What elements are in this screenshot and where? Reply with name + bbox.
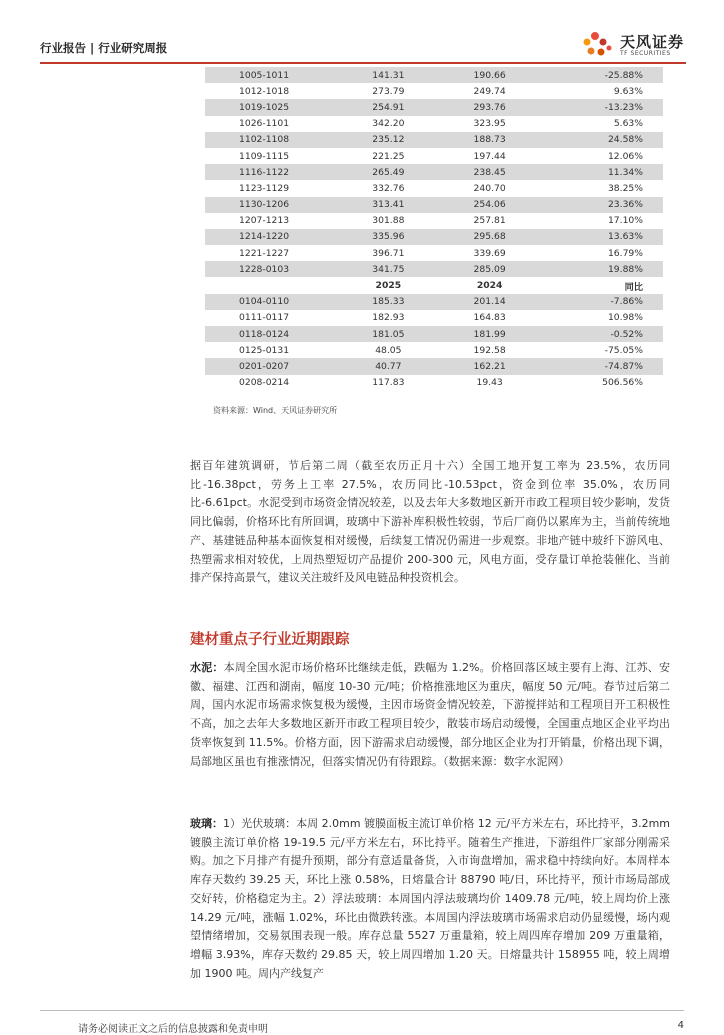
table-cell: 182.93 [338, 310, 439, 326]
table-row [205, 148, 663, 164]
table-cell: 188.73 [439, 132, 540, 148]
table-cell: 285.09 [439, 261, 540, 277]
table-cell: 249.74 [439, 83, 540, 99]
table-cell: 332.76 [338, 180, 439, 196]
table-cell: 192.58 [439, 342, 540, 358]
table-row [205, 83, 663, 99]
paragraph-cement [190, 659, 670, 771]
table-row [205, 294, 663, 310]
table-cell: 185.33 [338, 294, 439, 310]
table-cell: 24.58% [540, 132, 663, 148]
table-cell: 240.70 [439, 180, 540, 196]
table-cell: 201.14 [439, 294, 540, 310]
table-cell: 0118-0124 [205, 326, 338, 342]
table-cell: 293.76 [439, 99, 540, 115]
table-cell: 1005-1011 [205, 67, 338, 83]
table-cell: 19.43 [439, 375, 540, 391]
footer-divider [40, 1010, 684, 1011]
table-cell: 117.83 [338, 375, 439, 391]
table-cell: 254.91 [338, 99, 439, 115]
glass-text: 1）光伏玻璃：本周 2.0mm 镀膜面板主流订单价格 12 元/平方米左右，环比持平，3.2mm 镀膜主流订单价格 19-19.5 元/平方米左右，环比持平。随着生产推进，下游组件厂家部分刚需采购。加之下月排产有提升预期，部分有意适量备货，入市询盘增加，需求稳中持续向好。本周样本库存天数约 39.25 天，环比上涨 0.58%，日熔量合计 88790 吨/日，环比持平，预计市场局部成交好转，价格稳定为主。2）浮法玻璃：本周国内浮法玻璃均价 1409.78 元/吨，较上周均价上涨 14.29 元/吨，涨幅 1.02%，环比由微跌转涨。本周国内浮法玻璃市场需求启动仍显缓慢，场内观望情绪增加，交易氛围表现一般。库存总量 5527 万重量箱，较上周四库存增加 209 万重量箱，增幅 3.93%，库存天数约 29.85 天，较上周四增加 1.20 天。日熔量共计 158955 吨，较上周增加 1900 吨。周内产线复产 [190, 817, 670, 980]
header-divider [40, 62, 686, 64]
table-cell: 1109-1115 [205, 148, 338, 164]
table-row [205, 342, 663, 358]
logo-chinese-name: 天风证券 [619, 32, 684, 51]
table-row [205, 326, 663, 342]
table-cell: 13.63% [540, 229, 663, 245]
table-cell: 38.25% [540, 180, 663, 196]
table-cell: 40.77 [338, 358, 439, 374]
table-cell: 1207-1213 [205, 213, 338, 229]
table-cell: 0201-0207 [205, 358, 338, 374]
table-cell: 1130-1206 [205, 197, 338, 213]
table-row [205, 132, 663, 148]
table-cell: 2025 [338, 277, 439, 293]
table-cell: 295.68 [439, 229, 540, 245]
table-cell: -13.23% [540, 99, 663, 115]
table-cell: 238.45 [439, 164, 540, 180]
table-cell: 17.10% [540, 213, 663, 229]
table-cell: 9.63% [540, 83, 663, 99]
table-cell: 同比 [540, 277, 663, 293]
table-cell: 301.88 [338, 213, 439, 229]
table-cell: 162.21 [439, 358, 540, 374]
table-cell: 23.36% [540, 197, 663, 213]
table-cell: 48.05 [338, 342, 439, 358]
cement-text: 本周全国水泥市场价格环比继续走低，跌幅为 1.2%。价格回落区域主要有上海、江苏、安徽、福建、江西和湖南，幅度 10-30 元/吨；价格推涨地区为重庆，幅度 50 元/吨。春节过后第二周，国内水泥市场需求恢复极为缓慢，主因市场资金情况较差，下游搅拌站和工程项目开工积极性不高，加之去年大多数地区新开市政工程项目较少，散装市场启动缓慢，全国重点地区企业平均出货率恢复到 11.5%。价格方面，因下游需求启动缓慢，部分地区企业为打开销量，价格出现下调，局部地区虽也有推涨情况，但落实情况仍有待跟踪。（数据来源：数字水泥网） [190, 661, 671, 768]
table-cell: 1123-1129 [205, 180, 338, 196]
section-title: 建材重点子行业近期跟踪 [190, 632, 350, 648]
table-cell: 342.20 [338, 116, 439, 132]
table-cell: -7.86% [540, 294, 663, 310]
table-cell: 506.56% [540, 375, 663, 391]
table-row [205, 180, 663, 196]
table-cell: 1116-1122 [205, 164, 338, 180]
table-cell: 11.34% [540, 164, 663, 180]
table-cell: 1012-1018 [205, 83, 338, 99]
table-row [205, 99, 663, 115]
table-cell: 273.79 [338, 83, 439, 99]
table-cell: 1221-1227 [205, 245, 338, 261]
table-cell: 190.66 [439, 67, 540, 83]
table-cell: 254.06 [439, 197, 540, 213]
table-row [205, 358, 663, 374]
table-cell: 1026-1101 [205, 116, 338, 132]
table-cell: 313.41 [338, 197, 439, 213]
table-cell: 10.98% [540, 310, 663, 326]
table-cell: 0111-0117 [205, 310, 338, 326]
cement-lead-label: 水泥： [190, 661, 224, 674]
table-cell: 339.69 [439, 245, 540, 261]
table-cell: 341.75 [338, 261, 439, 277]
report-header-title: 行业报告 | 行业研究周报 [40, 41, 168, 55]
table-cell: -74.87% [540, 358, 663, 374]
table-cell: 0208-0214 [205, 375, 338, 391]
table-cell: 323.95 [439, 116, 540, 132]
table-cell: 2024 [439, 277, 540, 293]
company-logo [581, 30, 684, 60]
table-cell: 164.83 [439, 310, 540, 326]
table-body [205, 67, 663, 391]
glass-lead-label: 玻璃： [190, 817, 224, 830]
table-row [205, 310, 663, 326]
table-cell: 265.49 [338, 164, 439, 180]
table-row [205, 67, 663, 83]
table-cell: 1019-1025 [205, 99, 338, 115]
table-cell: 396.71 [338, 245, 439, 261]
table-cell: 335.96 [338, 229, 439, 245]
tf-logo-icon [581, 30, 617, 60]
table-row [205, 213, 663, 229]
table-row [205, 116, 663, 132]
page-number: 4 [677, 1020, 684, 1031]
table-cell: 257.81 [439, 213, 540, 229]
table-source-note: 资料来源：Wind、天风证券研究所 [213, 406, 338, 415]
weekly-data-table [205, 67, 663, 391]
table-cell: 181.05 [338, 326, 439, 342]
table-cell: 141.31 [338, 67, 439, 83]
table-cell: 0125-0131 [205, 342, 338, 358]
paragraph-market-overview: 据百年建筑调研，节后第二周（截至农历正月十六）全国工地开复工率为 23.5%，农历同比-16.38pct，劳务上工率 27.5%，农历同比-10.53pct，资金到位率 35.0%，农历同比-6.61pct。水泥受到市场资金情况较差，以及去年大多数地区新开市政工程项目较少影响，发货同比偏弱，价格环比有所回调，玻璃中下游补库积极性较弱，节后厂商仍以累库为主，当前传统地产、基建链品种基本面恢复相对缓慢，后续复工情况仍需进一步观察。非地产链中玻纤下游风电、热塑需求相对较优，上周热塑短切产品提价 200-300 元，风电方面，受存量订单抢装催化、当前排产保持高景气，建议关注玻纤及风电链品种投资机会。 [190, 459, 670, 585]
table-cell: 5.63% [540, 116, 663, 132]
table-row [205, 164, 663, 180]
table-cell: 1102-1108 [205, 132, 338, 148]
table-row [205, 245, 663, 261]
table-header-row [205, 277, 663, 293]
table-row [205, 229, 663, 245]
table-cell: -0.52% [540, 326, 663, 342]
logo-english-name: TF SECURITIES [619, 49, 671, 57]
table-cell: 197.44 [439, 148, 540, 164]
table-cell: 19.88% [540, 261, 663, 277]
table-cell: 0104-0110 [205, 294, 338, 310]
table-row [205, 375, 663, 391]
table-cell: 12.06% [540, 148, 663, 164]
table-cell [205, 277, 338, 293]
table-cell: 1228-0103 [205, 261, 338, 277]
table-cell: 181.99 [439, 326, 540, 342]
table-cell: -25.88% [540, 67, 663, 83]
table-cell: -75.05% [540, 342, 663, 358]
table-cell: 1214-1220 [205, 229, 338, 245]
table-cell: 221.25 [338, 148, 439, 164]
table-cell: 235.12 [338, 132, 439, 148]
footer-disclaimer: 请务必阅读正文之后的信息披露和免责申明 [78, 1024, 268, 1035]
paragraph-glass [190, 815, 670, 983]
table-row [205, 197, 663, 213]
table-cell: 16.79% [540, 245, 663, 261]
table-row [205, 261, 663, 277]
